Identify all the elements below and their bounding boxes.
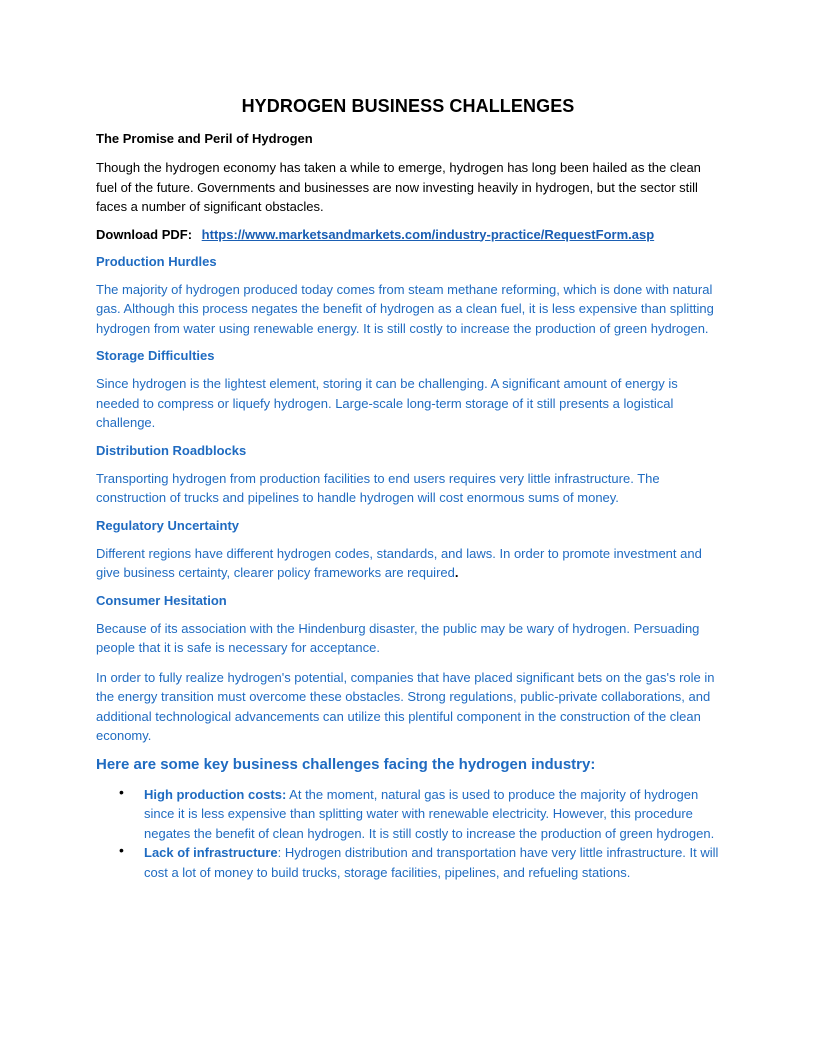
regulatory-text: Different regions have different hydrogen codes, standards, and laws. In order to promote investment and give business certainty, clearer policy frameworks are required	[96, 545, 702, 580]
regulatory-period: .	[454, 565, 459, 580]
conclusion-paragraph: In order to fully realize hydrogen's potential, companies that have placed significant bets on the gas's role in the energy transition must overcome these obstacles. Strong regulations, public-private collaborations, and additional technological advancements can utilize this plentiful component in the construction of the clean economy.	[96, 669, 715, 743]
section-body-distribution: Transporting hydrogen from production facilities to end users requires very little infrastructure. The construction of trucks and pipelines to handle hydrogen will cost enormous sums of money.	[96, 470, 660, 505]
section-body-consumer: Because of its association with the Hindenburg disaster, the public may be wary of hydrogen. Persuading people that it is safe is necessary for acceptance.	[96, 620, 700, 655]
section-body-storage: Since hydrogen is the lightest element, storing it can be challenging. A significant amount of energy is needed to compress or liquefy hydrogen. Large-scale long-term storage of it still presents a logistical challenge.	[96, 376, 678, 430]
section-heading-storage: Storage Difficulties	[96, 348, 215, 363]
download-link[interactable]: https://www.marketsandmarkets.com/industry-practice/RequestForm.asp	[201, 226, 655, 242]
section-body-production: The majority of hydrogen produced today comes from steam methane reforming, which is done with natural gas. Although this process negates the benefit of hydrogen as a clean fuel, it is less expensive than splitting hydrogen from water using renewable energy. It is still costly to increase the production of green hydrogen.	[96, 281, 714, 336]
bullet-icon: •	[119, 783, 124, 800]
bullet-icon: •	[119, 842, 124, 858]
bullet-text: At the moment, natural gas is used to produce the majority of hydrogen since it is less expensive than splitting water with renewable electricity. However, this procedure negates the benefit of clean hydrogen. It is still costly to increase the production of green hydrogen.	[144, 786, 715, 841]
bullet-text: : Hydrogen distribution and transportation have very little infrastructure. It will cost a lot of money to build trucks, storage facilities, pipelines, and refueling stations.	[144, 845, 719, 880]
download-line	[96, 227, 720, 242]
section-body-regulatory	[96, 544, 720, 583]
section-heading-distribution: Distribution Roadblocks	[96, 442, 247, 458]
download-label: Download PDF:	[96, 226, 193, 242]
section-heading-regulatory: Regulatory Uncertainty	[96, 517, 240, 533]
page-title: HYDROGEN BUSINESS CHALLENGES	[241, 96, 575, 116]
bullet-lead: Lack of infrastructure	[144, 845, 278, 860]
key-challenges-heading: Here are some key business challenges facing the hydrogen industry:	[96, 755, 596, 773]
challenges-list	[96, 785, 720, 883]
list-item	[119, 842, 720, 882]
intro-paragraph: Though the hydrogen economy has taken a while to emerge, hydrogen has long been hailed as the clean fuel of the future. Governments and businesses are now investing heavily in hydrogen, but the sector still faces a number of significant obstacles.	[96, 160, 701, 214]
document-body	[96, 96, 720, 882]
subtitle: The Promise and Peril of Hydrogen	[96, 131, 313, 146]
list-item	[119, 783, 720, 844]
section-heading-production: Production Hurdles	[96, 253, 217, 269]
section-heading-consumer: Consumer Hesitation	[96, 592, 227, 608]
bullet-lead: High production costs:	[144, 786, 287, 802]
